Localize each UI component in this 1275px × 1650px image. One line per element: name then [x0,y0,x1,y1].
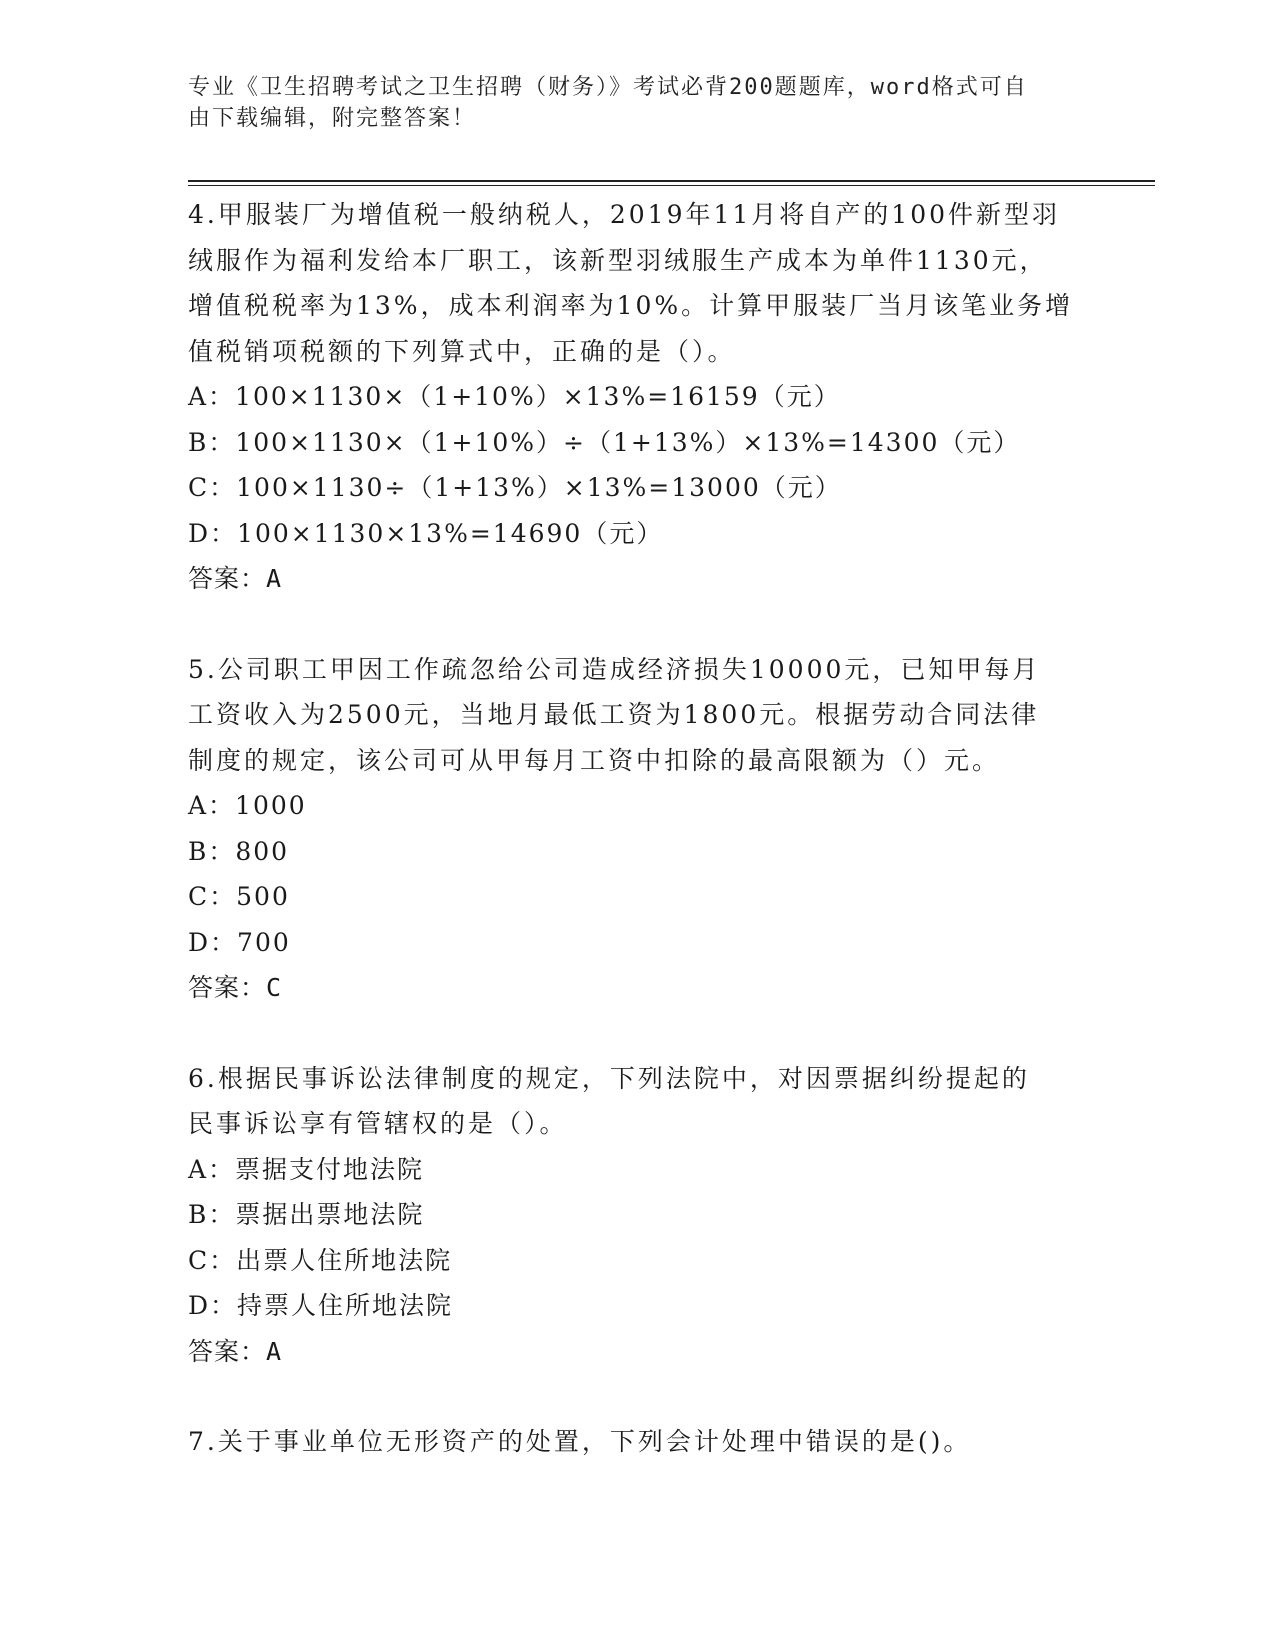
option-d: D：700 [188,927,291,957]
question-stem-line: 4.甲服装厂为增值税一般纳税人，2019年11月将自产的100件新型羽 [188,200,1061,229]
question-stem-line: 5.公司职工甲因工作疏忽给公司造成经济损失10000元，已知甲每月 [188,654,1041,684]
header-divider-thick [188,180,1155,182]
option-c: C：100×1130÷（1+13%）×13%=13000（元） [188,473,842,502]
question-stem-line: 值税销项税额的下列算式中，正确的是（）。 [188,336,736,366]
header-divider-thin [188,185,1155,186]
question-4 [188,192,1088,602]
question-spacer [188,1011,1088,1056]
answer-line: 答案：C [188,973,283,1002]
question-stem-line: 制度的规定，该公司可从甲每月工资中扣除的最高限额为（）元。 [188,745,1001,775]
question-stem-line: 绒服作为福利发给本厂职工，该新型羽绒服生产成本为单件1130元， [188,245,1048,275]
option-b: B：100×1130×（1+10%）÷（1+13%）×13%=14300（元） [188,427,1021,457]
option-a: A：票据支付地法院 [188,1154,425,1184]
option-b: B：800 [188,836,290,866]
option-a: A：1000 [188,791,307,820]
question-7 [188,1419,1088,1465]
document-header [188,72,1088,134]
question-stem-line: 6.根据民事诉讼法律制度的规定，下列法院中，对因票据纠纷提起的 [188,1063,1030,1093]
option-c: C：500 [188,882,290,911]
question-spacer [188,1374,1088,1419]
question-stem-line: 工资收入为2500元，当地月最低工资为1800元。根据劳动合同法律 [188,700,1040,729]
header-line: 由下载编辑，附完整答案！ [188,106,477,131]
option-c: C：出票人住所地法院 [188,1245,453,1275]
question-spacer [188,602,1088,647]
answer-line: 答案：A [188,1336,283,1366]
question-6 [188,1056,1088,1375]
option-a: A：100×1130×（1+10%）×13%=16159（元） [188,382,841,411]
header-line: 专业《卫生招聘考试之卫生招聘（财务）》考试必背200题题库，word格式可自 [188,75,1028,100]
option-d: D：持票人住所地法院 [188,1291,454,1320]
answer-line: 答案：A [188,564,283,593]
question-stem-line: 增值税税率为13%，成本利润率为10%。计算甲服装厂当月该笔业务增 [188,291,1074,320]
question-stem-line: 民事诉讼享有管辖权的是（）。 [188,1109,568,1138]
option-d: D：100×1130×13%=14690（元） [188,518,664,548]
question-5 [188,647,1088,1011]
question-list [188,192,1088,1465]
option-b: B：票据出票地法院 [188,1200,425,1229]
question-stem-line: 7.关于事业单位无形资产的处置，下列会计处理中错误的是()。 [188,1427,972,1456]
